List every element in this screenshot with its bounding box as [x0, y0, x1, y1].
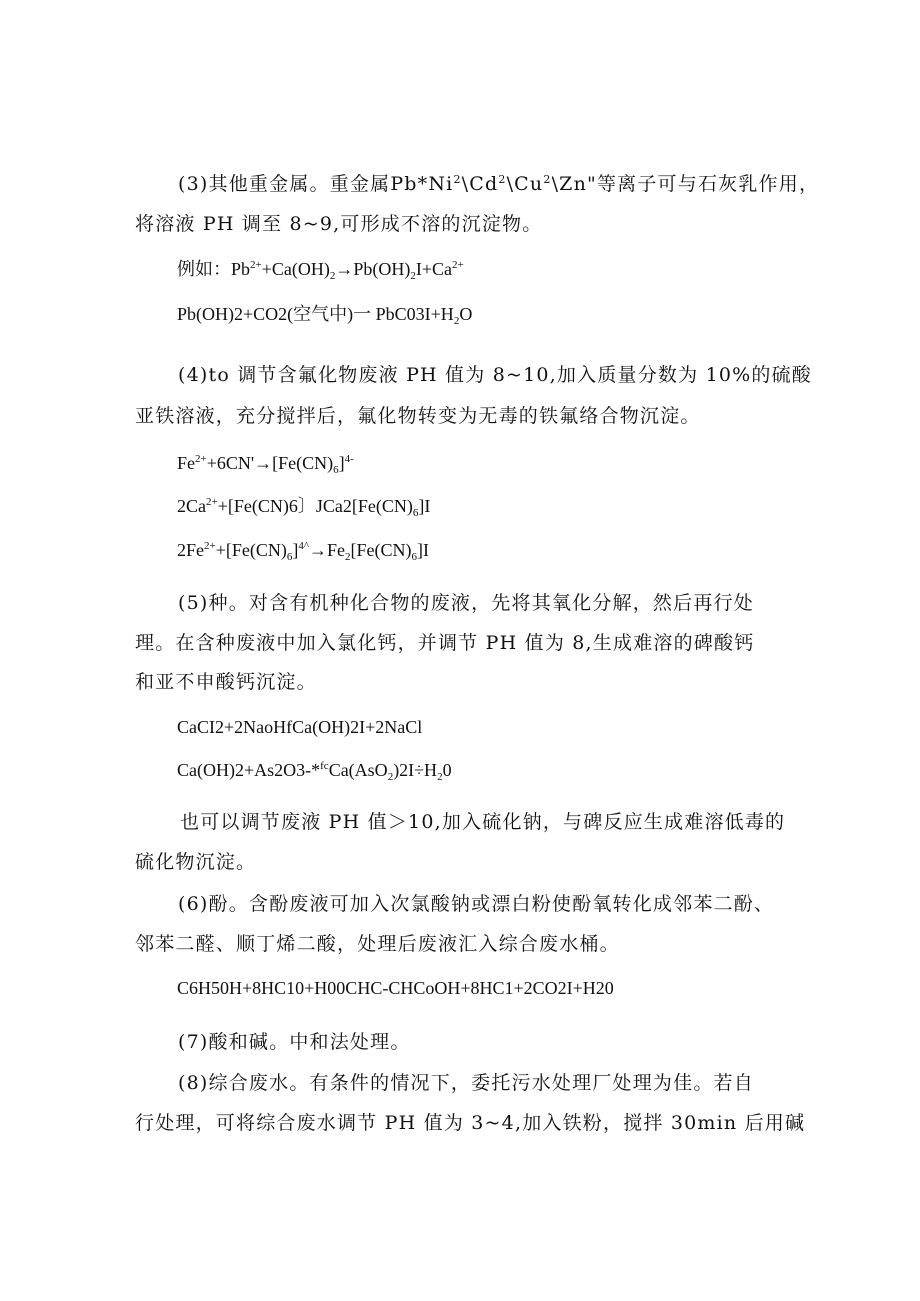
p6-equation-1: C6H50H+8HC10+H00CHC-CHCoOH+8HC1+2CO2I+H20: [177, 978, 614, 998]
p5-line4: 也可以调节废液 PH 值＞10,加入硫化钠，与碑反应生成难溶低毒的: [180, 811, 786, 833]
p4-equation-3: $2Fe^{2+}+[Fe(CN)_6]^{4\^{}}\to Fe_2[Fe(CN)_6]I$: [177, 540, 430, 563]
p4-line1: (4)to 调节含氟化物废液 PH 值为 8~10,加入质量分数为 10%的硫酸: [178, 364, 812, 386]
p5-equation-2: $Ca(OH)2+As2O3-*^{fc}Ca(AsO_2)2I\div H_20$: [177, 760, 452, 783]
p3-line2: 将溶液 PH 调至 8~9,可形成不溶的沉淀物。: [135, 213, 543, 235]
p4-equation-2: $2Ca^{2+}+[Fe(CN)6$〕$JCa2[Fe(CN)_6]I$: [177, 496, 431, 519]
p5-line2: 理。在含种废液中加入氯化钙，并调节 PH 值为 8,生成难溶的碑酸钙: [135, 632, 755, 654]
p6-line1: (6)酚。含酚废液可加入次氯酸钠或漂白粉使酚氧转化成邻苯二酚、: [178, 893, 775, 915]
p3-equation-1: 例如：$Pb^{2+}+Ca(OH)_2\to Pb(OH)_2I+Ca^{2+}$: [177, 259, 464, 282]
p8-line1: (8)综合废水。有条件的情况下，委托污水处理厂处理为佳。若自: [178, 1072, 754, 1094]
p4-equation-1: $Fe^{2+}+6CN'\to[Fe(CN)_6]^{4-}$: [177, 453, 354, 476]
p3-line1: (3)其他重金属。重金属Pb*Ni$^2$\Cd$^2$\Cu$^2$\Zn"等离子可与石灰乳作用，: [178, 173, 820, 195]
p8-line2: 行处理，可将综合废水调节 PH 值为 3~4,加入铁粉，搅拌 30min 后用碱: [135, 1112, 806, 1134]
p3-equation-2: Pb(OH)2+CO2(空气中)一 $PbC03I+H_2O$: [177, 304, 473, 327]
p5-line5: 硫化物沉淀。: [135, 851, 257, 873]
p5-line3: 和亚不申酸钙沉淀。: [135, 671, 317, 693]
p7-line1: (7)酸和碱。中和法处理。: [178, 1031, 411, 1053]
p6-line2: 邻苯二醛、顺丁烯二酸，处理后废液汇入综合废水桶。: [135, 933, 620, 955]
p5-equation-1: CaCI2+2NaoHfCa(OH)2I+2NaCl: [177, 717, 423, 737]
p4-line2: 亚铁溶液，充分搅拌后，氟化物转变为无毒的铁氟络合物沉淀。: [135, 405, 701, 427]
p5-line1: (5)种。对含有机种化合物的废液，先将其氧化分解，然后再行处: [178, 592, 754, 614]
